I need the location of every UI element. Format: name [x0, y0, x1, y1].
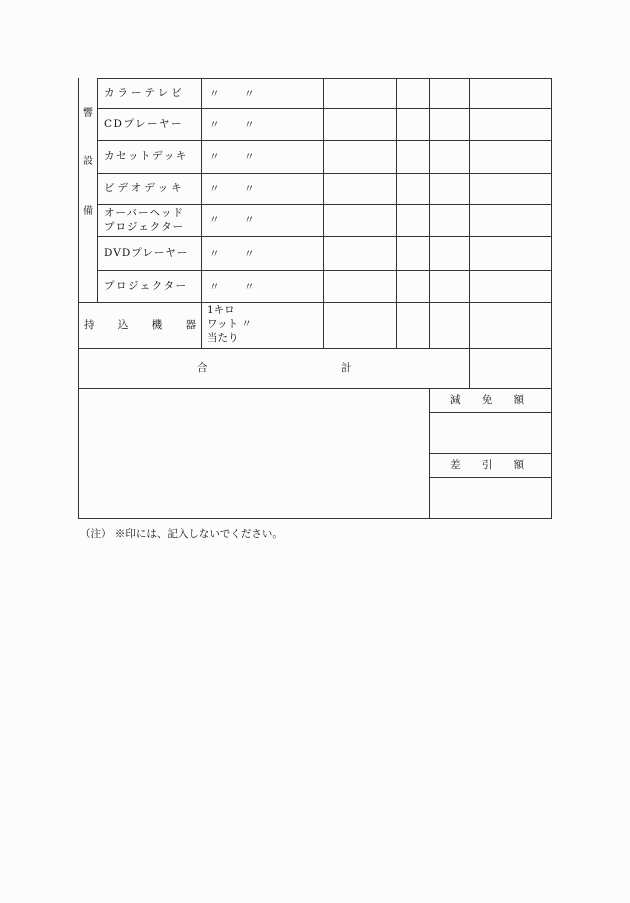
row-unit1: 〃 [209, 183, 220, 195]
row-name-cd-player: CDプレーヤー [104, 118, 184, 130]
mochikomi-unit-line2: ワット 〃 [207, 318, 252, 330]
side-char-3: 備 [83, 206, 93, 217]
side-char-1: 響 [83, 108, 93, 119]
row-name-color-tv: カラーテレビ [104, 87, 185, 99]
row-unit2: 〃 [244, 214, 255, 226]
sashihiki-label: 差 引 額 [450, 459, 525, 471]
row-unit2: 〃 [244, 119, 255, 131]
row-unit1: 〃 [209, 281, 220, 293]
footnote: （注） ※印には、記入しないでください。 [80, 528, 283, 540]
row-name-projector: プロジェクター [104, 280, 188, 292]
row-unit1: 〃 [209, 248, 220, 260]
mochikomi-unit-line1: 1キロ [207, 304, 235, 316]
row-unit1: 〃 [209, 151, 220, 163]
genmen-label: 減 免 額 [450, 394, 525, 406]
row-unit1: 〃 [209, 88, 220, 100]
row-name-dvd-player: DVDプレーヤー [104, 247, 189, 259]
row-unit1: 〃 [209, 214, 220, 226]
row-name-ohp-line2: プロジェクター [104, 221, 185, 233]
mochikomi-unit-line3: 当たり [207, 332, 239, 344]
row-unit2: 〃 [244, 248, 255, 260]
row-unit2: 〃 [244, 281, 255, 293]
row-unit2: 〃 [244, 183, 255, 195]
row-name-video-deck: ビデオデッキ [104, 182, 185, 194]
row-unit2: 〃 [244, 88, 255, 100]
row-name-cassette-deck: カセットデッキ [104, 150, 188, 162]
total-label-2: 計 [341, 362, 352, 374]
row-name-ohp-line1: オーバーヘッド [104, 207, 184, 219]
row-unit1: 〃 [209, 119, 220, 131]
mochikomi-label: 持 込 機 器 [84, 319, 202, 331]
side-char-2: 設 [83, 156, 93, 167]
total-label-1: 合 [197, 362, 208, 374]
row-unit2: 〃 [244, 151, 255, 163]
